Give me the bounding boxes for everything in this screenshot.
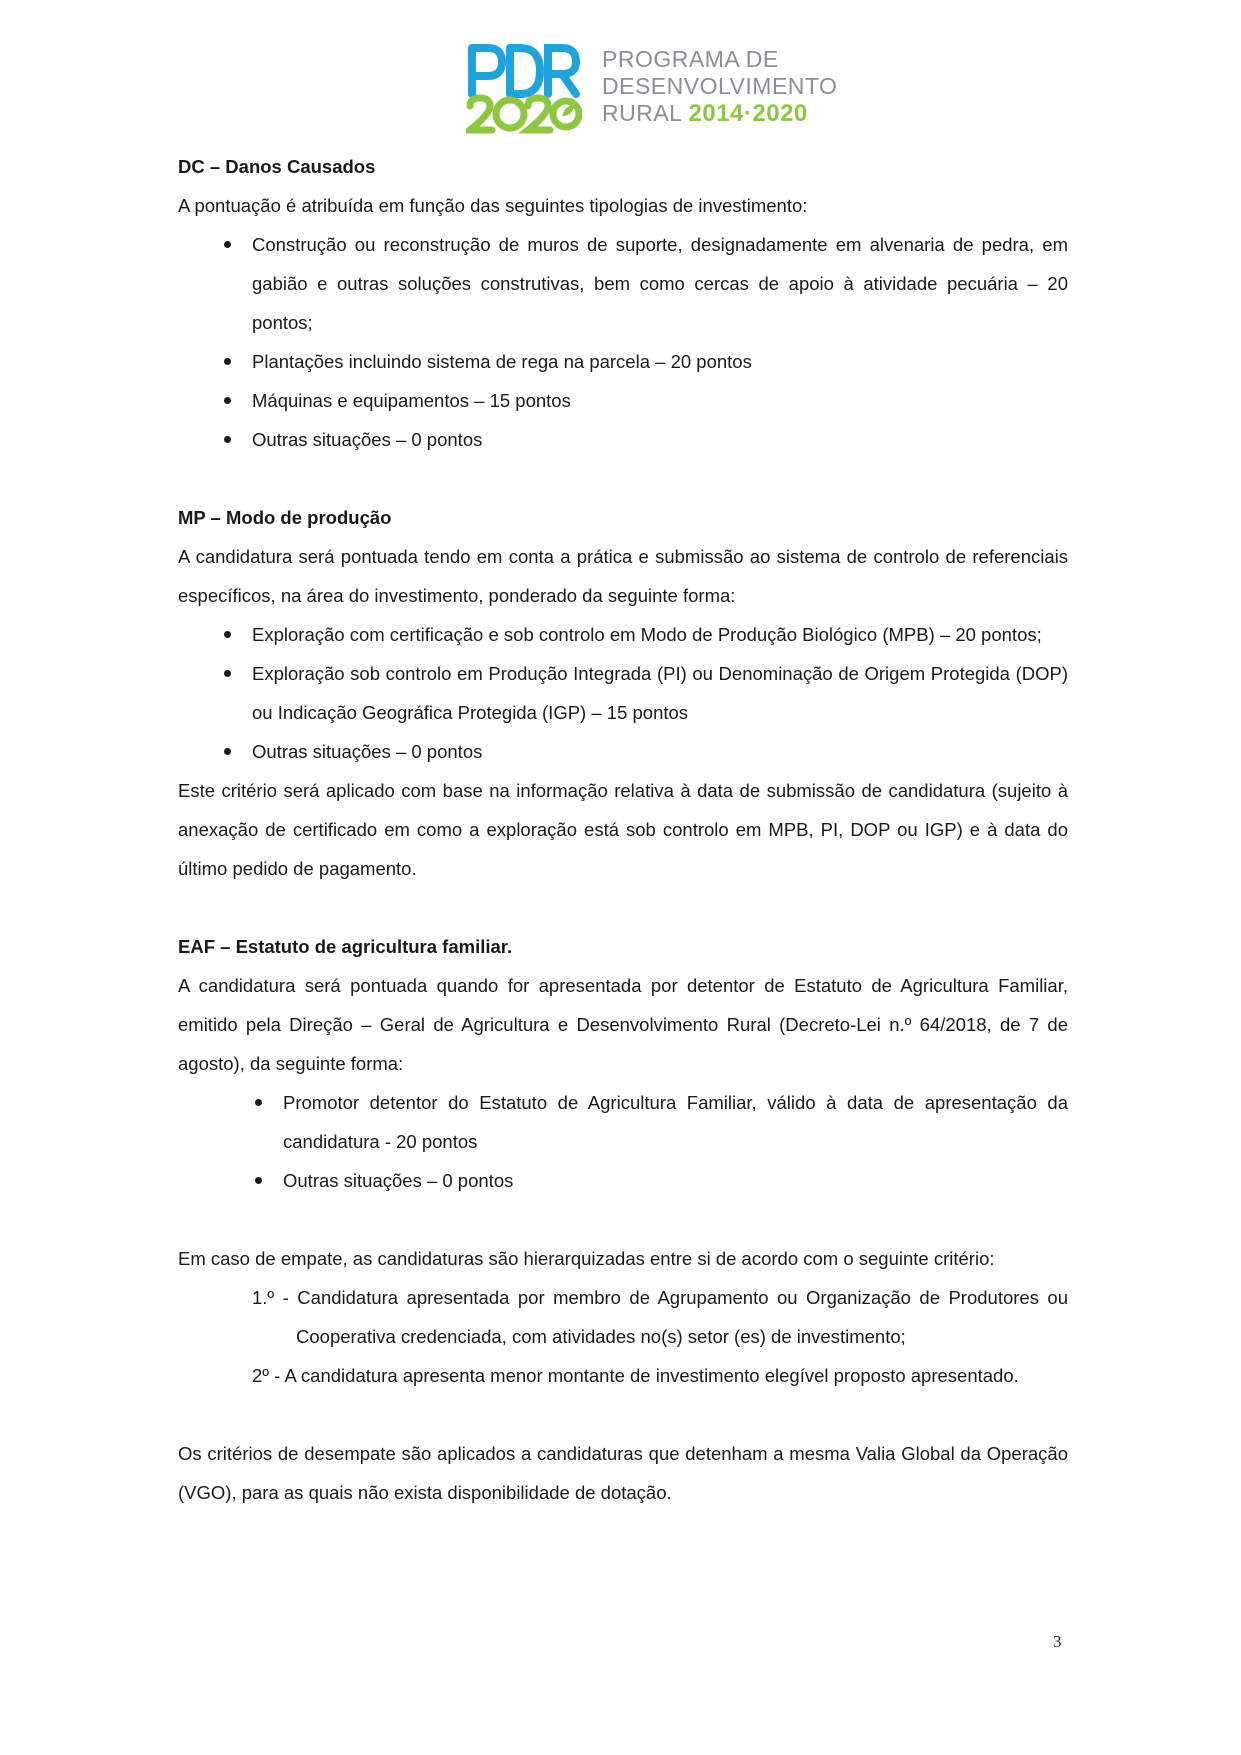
section-note-mp: Este critério será aplicado com base na informação relativa à data de submissão de candidatura (sujeito à anexação de certificado em como a exploração está sob controlo em MPB, PI, DOP ou IGP) e à data do último pedido de pagamento. (178, 780, 1068, 879)
bullet-list-eaf (178, 1083, 1068, 1200)
logo-line-2: DESENVOLVIMENTO (602, 73, 838, 99)
logo-wordmark (602, 46, 837, 127)
section-title-dc: DC – Danos Causados (178, 156, 376, 177)
bullet-icon (224, 358, 231, 365)
list-item: Outras situações – 0 pontos (178, 732, 1068, 771)
section-title-eaf: EAF – Estatuto de agricultura familiar. (178, 936, 513, 957)
list-item: Outras situações – 0 pontos (178, 1161, 1068, 1200)
tie-break-list (178, 1278, 1068, 1395)
bullet-icon (255, 1099, 262, 1106)
document-body (178, 147, 1068, 1512)
spacer (178, 1200, 1068, 1239)
spacer (178, 459, 1068, 498)
list-item: Outras situações – 0 pontos (178, 420, 1068, 459)
bullet-icon (224, 397, 231, 404)
bullet-icon (224, 241, 231, 248)
list-item: Plantações incluindo sistema de rega na parcela – 20 pontos (178, 342, 1068, 381)
logo-line-3 (602, 100, 837, 127)
bullet-icon (224, 670, 231, 677)
section-title-mp: MP – Modo de produção (178, 507, 392, 528)
bullet-list-mp (178, 615, 1068, 771)
bullet-icon (255, 1177, 262, 1184)
section-intro-dc: A pontuação é atribuída em função das seguintes tipologias de investimento: (178, 195, 808, 216)
list-item: Promotor detentor do Estatuto de Agricultura Familiar, válido à data de apresentação da candidatura - 20 pontos (178, 1083, 1068, 1161)
logo-line-3-prefix: RURAL (602, 100, 682, 126)
list-item: 2º - A candidatura apresenta menor montante de investimento elegível proposto apresentado. (252, 1365, 1019, 1386)
list-item: Construção ou reconstrução de muros de suporte, designadamente em alvenaria de pedra, em gabião e outras soluções construtivas, bem como cercas de apoio à atividade pecuária – 20 pontos; (178, 225, 1068, 342)
bullet-icon (224, 436, 231, 443)
spacer (178, 1395, 1068, 1434)
spacer (178, 888, 1068, 927)
pdr2020-logo-mark-icon (466, 44, 582, 134)
bullet-list-dc (178, 225, 1068, 459)
list-item: Exploração com certificação e sob controlo em Modo de Produção Biológico (MPB) – 20 pontos; (178, 615, 1068, 654)
section-intro-eaf: A candidatura será pontuada quando for apresentada por detentor de Estatuto de Agricultura Familiar, emitido pela Direção – Geral de Agricultura e Desenvolvimento Rural (Decreto-Lei n.º 64/2018, de 7 de agosto), da seguinte forma: (178, 975, 1068, 1074)
bullet-icon (224, 631, 231, 638)
list-item: Exploração sob controlo em Produção Integrada (PI) ou Denominação de Origem Protegida (DOP) ou Indicação Geográfica Protegida (IGP) – 15 pontos (178, 654, 1068, 732)
list-item: Máquinas e equipamentos – 15 pontos (178, 381, 1068, 420)
bullet-icon (224, 748, 231, 755)
list-item: 1.º - Candidatura apresentada por membro de Agrupamento ou Organização de Produtores ou Cooperativa credenciada, com atividades no(s) setor (es) de investimento; (252, 1287, 1068, 1347)
logo-years: 2014·2020 (688, 100, 808, 127)
pdr2020-logo (466, 44, 838, 134)
tie-break-closing: Os critérios de desempate são aplicados a candidaturas que detenham a mesma Valia Global da Operação (VGO), para as quais não exista disponibilidade de dotação. (178, 1443, 1068, 1503)
section-intro-mp: A candidatura será pontuada tendo em conta a prática e submissão ao sistema de controlo de referenciais específicos, na área do investimento, ponderado da seguinte forma: (178, 546, 1068, 606)
logo-line-1: PROGRAMA DE (602, 46, 779, 72)
page-number: 3 (1053, 1632, 1062, 1651)
tie-break-intro: Em caso de empate, as candidaturas são hierarquizadas entre si de acordo com o seguinte critério: (178, 1248, 995, 1269)
